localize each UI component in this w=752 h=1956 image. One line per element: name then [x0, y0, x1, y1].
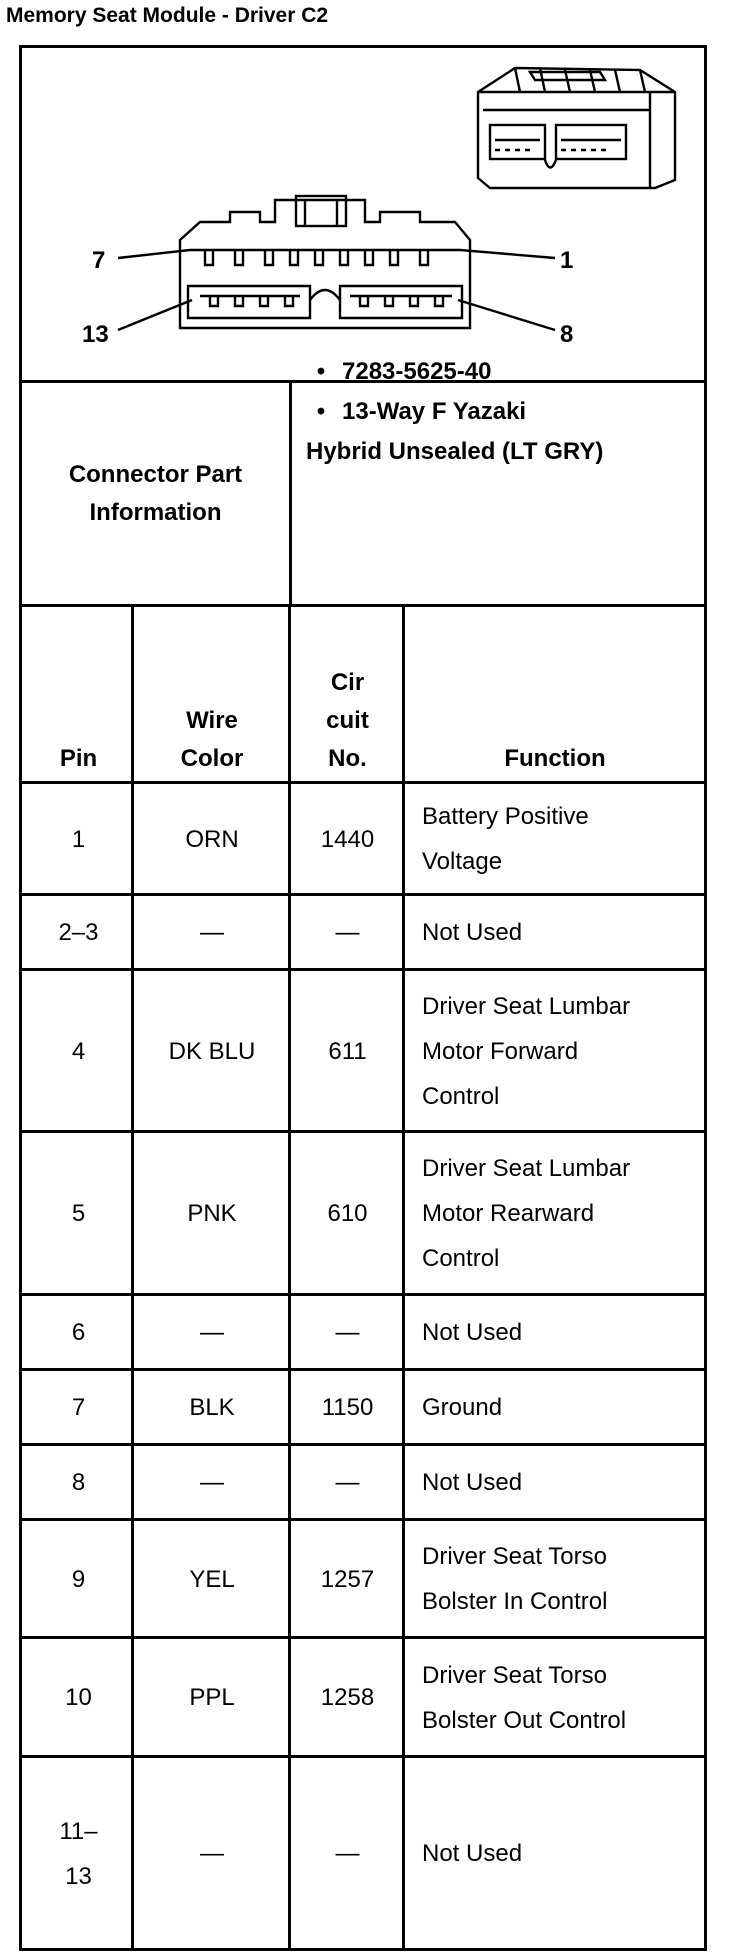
function-cell-line: Ground [422, 1394, 503, 1421]
header-pin [25, 608, 132, 782]
function-cell-text [422, 1653, 626, 1743]
pin-cell [25, 1371, 132, 1444]
wire-color-cell [135, 896, 289, 969]
function-cell-line: Bolster In Control [422, 1588, 608, 1615]
wire-color-cell-text: PNK [187, 1200, 237, 1227]
function-cell-text [422, 794, 589, 884]
header-circuit-line: No. [328, 745, 367, 772]
pin-cell-text: 2–3 [58, 919, 99, 946]
function-cell-text [422, 1146, 630, 1281]
header-pin-text: Pin [59, 745, 98, 772]
function-cell-line: Not Used [422, 1840, 523, 1867]
function-cell-line: Motor Forward [422, 1037, 579, 1065]
pin-cell [25, 1639, 132, 1756]
wire-color-cell-text: BLK [189, 1394, 235, 1421]
wire-color-cell [135, 1758, 289, 1949]
pin-cell-text: 6 [71, 1319, 86, 1346]
pin-label-7: 7 [92, 247, 106, 274]
wire-color-cell [135, 784, 289, 894]
function-cell [406, 1296, 704, 1369]
function-cell-text [422, 1385, 502, 1430]
table-left-border [19, 780, 22, 1950]
pin-cell [25, 896, 132, 969]
connector-diagram [0, 0, 752, 380]
function-cell-line: Control [422, 1082, 500, 1110]
wire-color-cell-text: PPL [189, 1684, 235, 1711]
circuit-cell-text: 1257 [320, 1565, 375, 1593]
connector-face-icon [180, 196, 470, 328]
circuit-cell [292, 1133, 403, 1294]
circuit-cell [292, 1639, 403, 1756]
function-cell-text [422, 1831, 522, 1876]
function-cell-line: Motor Rearward [422, 1200, 595, 1227]
circuit-cell [292, 1371, 403, 1444]
wire-color-cell-text: — [200, 1469, 224, 1496]
function-cell-line: Not Used [422, 1319, 523, 1346]
circuit-cell-text: 1440 [320, 825, 375, 853]
circuit-cell-text: — [335, 1840, 360, 1867]
function-cell-line: Driver Seat Lumbar [422, 992, 631, 1020]
header-wire-color [135, 608, 289, 782]
pin-cell [25, 1446, 132, 1519]
pin-cell-text: 1 [71, 825, 86, 853]
pin-cell [25, 1758, 132, 1949]
pin-cell [25, 784, 132, 894]
pin-cell-text: 4 [71, 1037, 86, 1065]
wire-color-cell-text: YEL [189, 1565, 235, 1593]
header-circuit-line: cuit [326, 707, 369, 734]
pin-1-leader [460, 250, 555, 258]
function-cell-line: Control [422, 1245, 500, 1272]
function-cell-line: Not Used [422, 919, 523, 946]
function-cell-text [422, 1310, 522, 1355]
function-cell [406, 1758, 704, 1949]
function-cell [406, 784, 704, 894]
function-cell [406, 1371, 704, 1444]
pin-cell-text: 5 [71, 1200, 86, 1227]
pin-cell [25, 1133, 132, 1294]
header-function-text: Function [504, 745, 606, 772]
circuit-cell-text: — [335, 1319, 360, 1346]
pin-cell-text: 7 [71, 1394, 86, 1421]
pin-cell-text [59, 1809, 97, 1899]
pin-cell-text: 9 [71, 1565, 86, 1593]
wire-color-cell [135, 1639, 289, 1756]
part-info-line: • 7283-5625-40 [316, 358, 492, 385]
function-cell-line: Voltage [422, 848, 503, 875]
wire-color-cell-text: DK BLU [168, 1037, 256, 1065]
circuit-cell-text: 610 [327, 1200, 368, 1227]
function-cell-text [422, 1534, 607, 1624]
circuit-cell [292, 1446, 403, 1519]
circuit-cell [292, 784, 403, 894]
page-title: Memory Seat Module - Driver C2 [6, 4, 329, 27]
part-info-bottom-border [19, 604, 707, 607]
function-cell [406, 1639, 704, 1756]
pin-label-13: 13 [82, 321, 109, 348]
wire-color-cell [135, 1133, 289, 1294]
function-cell-text [422, 984, 630, 1119]
header-wire-color-line: Wire [186, 707, 238, 734]
function-cell-line: Driver Seat Torso [422, 1661, 607, 1689]
wire-color-cell [135, 1296, 289, 1369]
circuit-cell-text: — [335, 1469, 360, 1496]
part-info-divider [289, 380, 292, 607]
circuit-cell-text: 1258 [320, 1684, 375, 1711]
function-cell-text [422, 1460, 522, 1505]
wire-color-cell [135, 1521, 289, 1637]
connector-3d-icon [478, 68, 675, 188]
function-cell-text [422, 910, 522, 955]
function-cell [406, 1133, 704, 1294]
circuit-cell-text: 611 [328, 1037, 367, 1065]
function-cell-line: Battery Positive [422, 803, 589, 830]
part-info-details [300, 352, 700, 472]
pin-cell-line: 13 [65, 1862, 92, 1890]
header-function [406, 608, 704, 782]
function-cell-line: Not Used [422, 1469, 523, 1496]
wire-color-cell [135, 971, 289, 1131]
function-cell [406, 971, 704, 1131]
pin-cell [25, 971, 132, 1131]
header-wire-color-line: Color [180, 745, 244, 772]
header-circuit [292, 608, 403, 782]
pin-label-1: 1 [560, 247, 574, 274]
header-circuit-line: Cir [330, 669, 365, 696]
pin-cell-text: 10 [65, 1684, 92, 1711]
wire-color-cell [135, 1446, 289, 1519]
part-info-extra: Hybrid Unsealed (LT GRY) [306, 438, 604, 465]
circuit-cell [292, 896, 403, 969]
part-info-line: • 13-Way F Yazaki [316, 398, 527, 425]
header-wire-color-text [181, 702, 244, 778]
circuit-cell [292, 1296, 403, 1369]
wire-color-cell-text: — [200, 1319, 224, 1346]
function-cell-line: Driver Seat Lumbar [422, 1155, 631, 1182]
wire-color-cell-text: ORN [185, 825, 239, 853]
circuit-cell-text: — [335, 919, 360, 946]
pin-cell [25, 1296, 132, 1369]
pin-cell [25, 1521, 132, 1637]
header-circuit-text [326, 664, 369, 778]
wire-color-cell [135, 1371, 289, 1444]
wire-color-cell-text: — [200, 1840, 224, 1867]
circuit-cell [292, 1758, 403, 1949]
circuit-cell-text: 1150 [321, 1394, 374, 1421]
part-info-label: Connector Part Information [68, 460, 243, 526]
function-cell [406, 1521, 704, 1637]
circuit-cell [292, 1521, 403, 1637]
function-cell [406, 896, 704, 969]
function-cell-line: Bolster Out Control [422, 1706, 627, 1734]
pin-cell-line: 11– [59, 1817, 98, 1845]
function-cell [406, 1446, 704, 1519]
function-cell-line: Driver Seat Torso [422, 1543, 607, 1570]
circuit-cell [292, 971, 403, 1131]
wire-color-cell-text: — [200, 919, 224, 946]
pin-8-leader [458, 300, 555, 330]
pin-label-8: 8 [560, 321, 574, 348]
pin-cell-text: 8 [71, 1469, 86, 1496]
